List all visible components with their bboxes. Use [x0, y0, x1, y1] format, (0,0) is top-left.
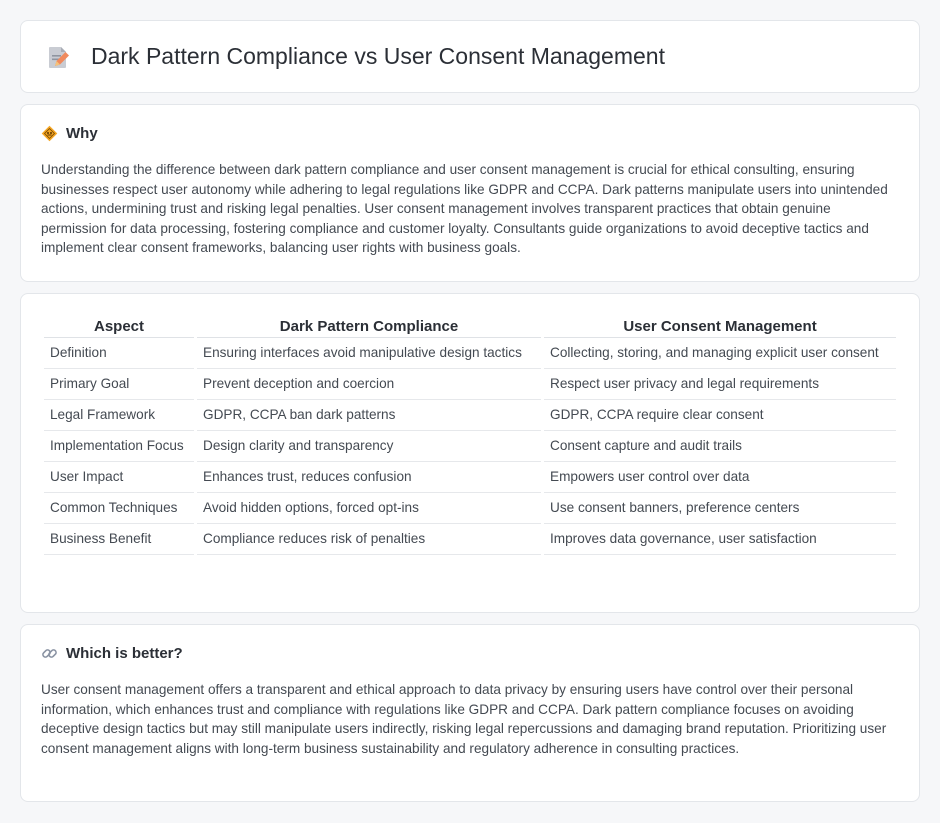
- comparison-table: [41, 312, 899, 555]
- table-cell: Empowers user control over data: [544, 462, 896, 493]
- column-header-aspect: Aspect: [44, 312, 194, 338]
- table-row: [44, 400, 896, 431]
- page-title: Dark Pattern Compliance vs User Consent Management: [91, 43, 665, 69]
- table-cell: Use consent banners, preference centers: [544, 493, 896, 524]
- better-heading: Which is better?: [66, 645, 183, 662]
- table-cell: Avoid hidden options, forced opt-ins: [197, 493, 541, 524]
- table-cell: GDPR, CCPA ban dark patterns: [197, 400, 541, 431]
- table-cell: Improves data governance, user satisfaction: [544, 524, 896, 555]
- column-header-dark-pattern: Dark Pattern Compliance: [197, 312, 541, 338]
- warning-sign-icon: [41, 125, 58, 142]
- table-cell: Design clarity and transparency: [197, 431, 541, 462]
- which-is-better-section: [20, 624, 920, 802]
- title-card: [20, 20, 920, 93]
- table-cell: Legal Framework: [44, 400, 194, 431]
- comparison-table-card: [20, 293, 920, 613]
- table-header-row: [44, 312, 896, 338]
- table-cell: Definition: [44, 338, 194, 369]
- table-row: [44, 431, 896, 462]
- table-row: [44, 524, 896, 555]
- table-cell: User Impact: [44, 462, 194, 493]
- table-cell: Common Techniques: [44, 493, 194, 524]
- why-heading: Why: [66, 125, 98, 142]
- table-cell: Ensuring interfaces avoid manipulative design tactics: [197, 338, 541, 369]
- table-cell: Business Benefit: [44, 524, 194, 555]
- table-cell: Primary Goal: [44, 369, 194, 400]
- link-icon: [41, 645, 58, 662]
- why-text: Understanding the difference between dark pattern compliance and user consent management is crucial for ethical consulting, ensuring businesses respect user autonomy while adhering to legal regulations like GDPR and CCPA. Dark patterns manipulate users into unintended actions, undermining trust and risking legal penalties. User consent management involves transparent practices that obtain genuine permission for data processing, fostering compliance and customer loyalty. Consultants guide organizations to avoid deceptive tactics and implement clear consent frameworks, balancing user rights with business goals.: [41, 162, 888, 255]
- table-cell: Consent capture and audit trails: [544, 431, 896, 462]
- table-cell: Enhances trust, reduces confusion: [197, 462, 541, 493]
- table-row: [44, 338, 896, 369]
- table-row: [44, 369, 896, 400]
- edit-document-icon: [45, 44, 71, 70]
- better-text: User consent management offers a transparent and ethical approach to data privacy by ensuring users have control over their personal information, which enhances trust and compliance with regulations like GDPR and CCPA. Dark pattern compliance focuses on avoiding deceptive design tactics but may still manipulate users indirectly, risking legal repercussions and damaging brand reputation. Prioritizing user consent management aligns with long-term business sustainability and regulatory adherence in consulting practices.: [41, 682, 887, 756]
- table-row: [44, 462, 896, 493]
- table-cell: Respect user privacy and legal requirements: [544, 369, 896, 400]
- why-section: [20, 104, 920, 282]
- table-cell: Collecting, storing, and managing explicit user consent: [544, 338, 896, 369]
- better-header: [41, 645, 899, 662]
- table-cell: Compliance reduces risk of penalties: [197, 524, 541, 555]
- table-cell: GDPR, CCPA require clear consent: [544, 400, 896, 431]
- table-cell: Implementation Focus: [44, 431, 194, 462]
- why-header: [41, 125, 899, 142]
- column-header-consent: User Consent Management: [544, 312, 896, 338]
- table-row: [44, 493, 896, 524]
- table-cell: Prevent deception and coercion: [197, 369, 541, 400]
